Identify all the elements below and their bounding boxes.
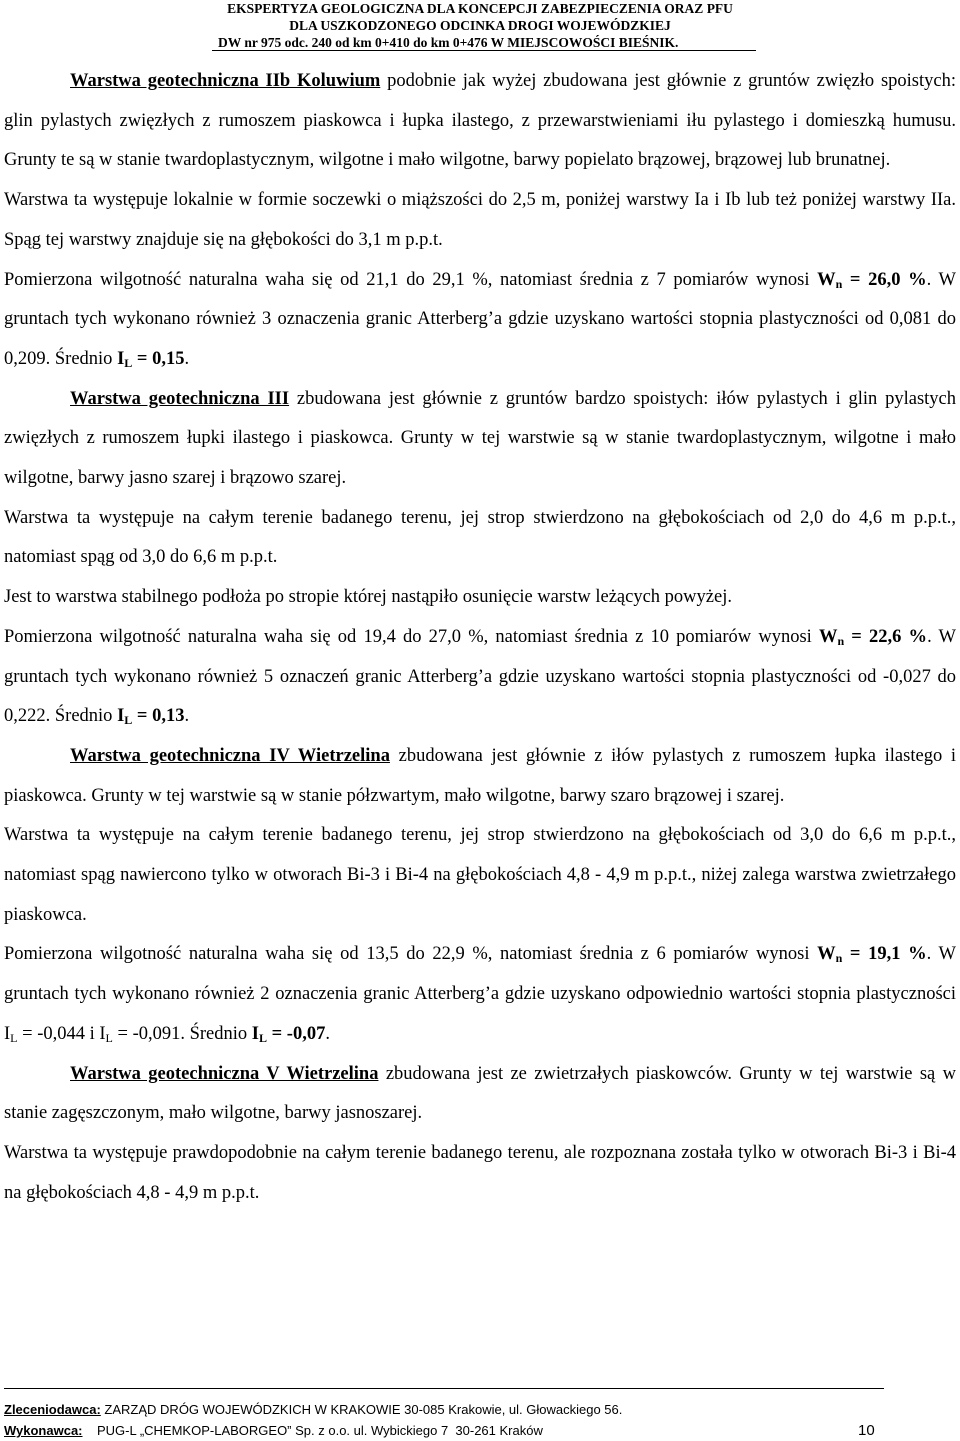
paragraph-text: Pomierzona wilgotność naturalna waha się od 13,5 do 22,9 %, natomiast średnia z 6 pomiarów wynosi: [4, 944, 818, 965]
paragraph-layer-iv: [4, 737, 956, 816]
header-divider: [212, 50, 756, 51]
paragraph-text: .: [184, 348, 190, 369]
symbol-w: W: [817, 269, 836, 290]
symbol-i: I: [117, 348, 125, 369]
section-title-layer-v: Warstwa geotechniczna V Wietrzelina: [70, 1063, 379, 1084]
value: = -0,07: [267, 1023, 326, 1044]
paragraph-layer-iii: [4, 380, 956, 499]
section-title-layer-iv: Warstwa geotechniczna IV Wietrzelina: [70, 745, 390, 766]
symbol-sub: L: [10, 1030, 18, 1045]
symbol-sub: L: [105, 1030, 113, 1045]
page-number: 10: [858, 1422, 875, 1439]
contractor-label: Wykonawca:: [4, 1423, 83, 1438]
value: = 0,13: [132, 706, 185, 727]
paragraph-text: Pomierzona wilgotność naturalna waha się od 21,1 do 29,1 %, natomiast średnia z 7 pomiarów wynosi: [4, 269, 818, 290]
plasticity-average: [117, 706, 184, 726]
paragraph-layer-iii-occurrence: Warstwa ta występuje na całym terenie badanego terenu, jej strop stwierdzono na głębokościach od 2,0 do 4,6 m p.p.t., natomiast spąg od 3,0 do 6,6 m p.p.t.: [4, 507, 956, 568]
symbol-i: I: [251, 1023, 259, 1044]
paragraph-layer-iib-occurrence: Warstwa ta występuje lokalnie w formie soczewki o miąższości do 2,5 m, poniżej warstwy Ia i Ib lub też poniżej warstwy IIa. Spąg tej warstwy znajduje się na głębokości do 3,1 m p.p.t.: [4, 190, 956, 250]
symbol-sub: L: [124, 355, 133, 370]
paragraph-layer-iii-stability: Jest to warstwa stabilnego podłoża po stropie której nastąpiło osunięcie warstw leżących powyżej.: [4, 587, 732, 608]
paragraph-layer-v: [4, 1055, 956, 1134]
value: = 19,1 %: [842, 944, 927, 965]
page-footer: [4, 1399, 884, 1441]
header-line-1: EKSPERTYZA GEOLOGICZNA DLA KONCEPCJI ZABEZPIECZENIA ORAZ PFU: [227, 1, 733, 16]
client-text: ZARZĄD DRÓG WOJEWÓDZKICH W KRAKOWIE 30-085 Krakowie, ul. Głowackiego 56.: [100, 1402, 623, 1417]
header-line-2: DLA USZKODZONEGO ODCINKA DROGI WOJEWÓDZKIEJ: [289, 18, 671, 33]
symbol-sub: n: [835, 276, 843, 291]
moisture-average: [817, 944, 927, 964]
value: = 0,15: [132, 348, 185, 369]
paragraph-layer-iii-moisture: [4, 618, 956, 737]
paragraph-text: = -0,091. Średnio: [112, 1023, 252, 1044]
moisture-average: [817, 270, 927, 290]
paragraph-text: podobnie jak wyżej zbudowana jest głównie z gruntów zwięzło spoistych: glin pylastych zwięzłych z rumoszem piaskowca i łupka ilastego, z przewarstwieniami iłu pylastego i domieszką humusu. Grunty te są w stanie twardoplastycznym, wilgotne i mało wilgotne, barwy popielato brązowej, brązowej lub brunatnej.: [4, 71, 956, 171]
footer-divider: [4, 1388, 884, 1389]
footer-contractor: [4, 1420, 884, 1441]
paragraph-text: . W gruntach tych wykonano również 5 oznaczeń granic Atterberg’a gdzie uzyskano wartości stopnia plastyczności od -0,027 do 0,222. Średnio: [4, 626, 956, 727]
document-body: [4, 62, 956, 1213]
paragraph-layer-iib: [4, 62, 956, 181]
symbol-sub: n: [837, 633, 845, 648]
footer-client: [4, 1399, 884, 1420]
paragraph-text: .: [325, 1023, 330, 1044]
paragraph-layer-iib-moisture: [4, 261, 956, 380]
plasticity-average: [252, 1024, 326, 1044]
symbol-w: W: [817, 944, 836, 965]
symbol-sub: L: [259, 1030, 268, 1045]
paragraph-text: zbudowana jest głównie z gruntów bardzo spoistych: iłów pylastych i glin pylastych zwięzłych z rumoszem łupki ilastego i piaskowca. Grunty w tej warstwie są w stanie twardoplastycznym, wilgotne i mało wilgotne, barwy jasno szarej i brązowo szarej.: [4, 388, 956, 489]
paragraph-text: = -0,044 i I: [17, 1023, 106, 1044]
header-line-3: DW nr 975 odc. 240 od km 0+410 do km 0+476 W MIEJSCOWOŚCI BIEŚNIK.: [218, 35, 679, 50]
paragraph-layer-iv-occurrence: Warstwa ta występuje na całym terenie badanego terenu, jej strop stwierdzono na głębokościach od 3,0 do 6,6 m p.p.t., natomiast spąg nawiercono tylko w otworach Bi-3 i Bi-4 na głębokościach 4,8 - 4,9 m p.p.t., niżej zalega warstwa zwietrzałego piaskowca.: [4, 825, 956, 925]
paragraph-text: . W gruntach tych wykonano również 2 oznaczenia granic Atterberg’a gdzie uzyskano odpowiednio wartości stopnia plastyczności I: [4, 944, 956, 1044]
section-title-layer-iii: Warstwa geotechniczna III: [70, 388, 290, 409]
value: = 22,6 %: [844, 626, 928, 647]
paragraph-text: zbudowana jest głównie z iłów pylastych z rumoszem łupka ilastego i piaskowca. Grunty w tej warstwie są w stanie półzwartym, mało wilgotne, barwy szaro brązowej i szarej.: [4, 745, 957, 806]
symbol-sub: n: [835, 951, 843, 966]
paragraph-text: Pomierzona wilgotność naturalna waha się od 19,4 do 27,0 %, natomiast średnia z 10 pomiarów wynosi: [4, 626, 819, 647]
symbol-sub: L: [124, 713, 133, 728]
paragraph-text: .: [184, 706, 190, 727]
contractor-text: PUG-L „CHEMKOP-LABORGEO” Sp. z o.o. ul. Wybickiego 7 30-261 Kraków: [82, 1423, 543, 1438]
paragraph-text: zbudowana jest ze zwietrzałych piaskowców. Grunty w tej warstwie są w stanie zagęszczonym, mało wilgotne, barwy jasnoszarej.: [4, 1063, 956, 1124]
moisture-average: [819, 627, 927, 647]
symbol-i: I: [117, 706, 125, 727]
paragraph-layer-v-occurrence: Warstwa ta występuje prawdopodobnie na całym terenie badanego terenu, ale rozpoznana została tylko w otworach Bi-3 i Bi-4 na głębokościach 4,8 - 4,9 m p.p.t.: [4, 1142, 956, 1203]
plasticity-average: [117, 349, 184, 369]
symbol-w: W: [818, 626, 838, 647]
paragraph-text: . W gruntach tych wykonano również 3 oznaczenia granic Atterberg’a gdzie uzyskano wartości stopnia plastyczności od 0,081 do 0,209. Średnio: [4, 269, 956, 369]
client-label: Zleceniodawca:: [4, 1402, 101, 1417]
page-header: [0, 0, 960, 51]
section-title-layer-iib: Warstwa geotechniczna IIb Koluwium: [70, 71, 381, 91]
value: = 26,0 %: [842, 269, 927, 290]
paragraph-layer-iv-moisture: [4, 935, 956, 1054]
